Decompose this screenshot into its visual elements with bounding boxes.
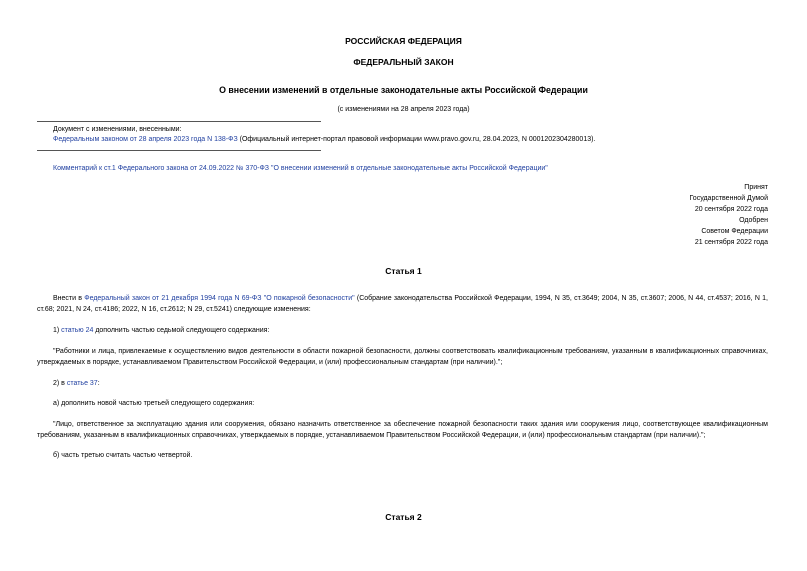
item-2b: б) часть третью считать частью четвертой. <box>53 452 193 459</box>
article-2-heading: Статья 2 <box>385 512 422 522</box>
intro-suffix: (Собрание законодательства Российской Федерации, 1994, N 35, ст.3649; 2004, N 35, ст.3607; 2006, N 44, ст.4537; 2016, N 1, ст.68; 2021, N 24, ст.4186; 2022, N 16, ст.2612; N 29, ст.5241) следующие изменения: <box>37 295 768 313</box>
amending-law-link[interactable]: Федеральным законом от 28 апреля 2023 года N 138-ФЗ <box>53 136 238 143</box>
law-type-heading: ФЕДЕРАЛЬНЫЙ ЗАКОН <box>353 57 454 67</box>
item-2 <box>37 379 768 388</box>
adoption-line: Государственной Думой <box>689 195 768 202</box>
adoption-line: 20 сентября 2022 года <box>694 206 768 213</box>
article-1-heading: Статья 1 <box>385 266 422 276</box>
item-1 <box>37 326 768 335</box>
item-2-prefix: 2) в <box>53 380 67 387</box>
commentary-link[interactable]: Комментарий к ст.1 Федерального закона от 24.09.2022 № 370-ФЗ "О внесении изменений в отдельные законодательные акты Российской Федерации" <box>53 165 548 172</box>
item-1-quote: "Работники и лица, привлекаемые к осуществлению видов деятельности в области пожарной безопасности, должны соответствовать квалификационным требованиям, указанным в квалификационных справочниках, утверждаемых в порядке, устанавливаемом Правительством Российской Федерации, и (или) профессиональным стандартам (при наличии)."; <box>37 348 768 366</box>
item-1-suffix: дополнить частью седьмой следующего содержания: <box>93 327 270 334</box>
adoption-line: 21 сентября 2022 года <box>694 239 768 246</box>
item-1-prefix: 1) <box>53 327 62 334</box>
revision-note: (с изменениями на 28 апреля 2023 года) <box>337 106 470 113</box>
fire-safety-law-link[interactable]: Федеральный закон от 21 декабря 1994 года N 69-ФЗ "О пожарной безопасности" <box>84 295 355 302</box>
adoption-block <box>568 182 768 248</box>
document-title: О внесении изменений в отдельные законодательные акты Российской Федерации <box>219 85 588 95</box>
changes-caption: Документ с изменениями, внесенными: <box>53 126 182 133</box>
changes-entry-source: (Официальный интернет-портал правовой информации www.pravo.gov.ru, 28.04.2023, N 0001202304280013). <box>237 136 596 143</box>
adoption-line: Принят <box>744 184 768 191</box>
article-24-link[interactable]: статью 24 <box>61 327 94 334</box>
item-2a-quote: "Лицо, ответственное за эксплуатацию здания или сооружения, обязано назначить ответственное за обеспечение пожарной безопасности таких здания или сооружения лицо, соответствующее квалификационным требованиям, указанным в квалификационных справочниках, утверждаемых в порядке, устанавливаемом Правительством Российской Федерации, и (или) профессиональным стандартам (при наличии)."; <box>37 421 768 439</box>
item-2-suffix: : <box>97 380 100 387</box>
country-heading: РОССИЙСКАЯ ФЕДЕРАЦИЯ <box>345 36 462 46</box>
changes-entry <box>53 135 773 144</box>
adoption-line: Одобрен <box>739 217 768 224</box>
item-2a: а) дополнить новой частью третьей следующего содержания: <box>53 400 255 407</box>
adoption-line: Советом Федерации <box>701 228 768 235</box>
intro-prefix: Внести в <box>53 295 85 302</box>
article-37-link[interactable]: статье 37 <box>66 380 98 387</box>
article-1-intro <box>37 294 768 315</box>
changes-bottom-divider <box>37 150 321 151</box>
changes-top-divider <box>37 121 321 122</box>
